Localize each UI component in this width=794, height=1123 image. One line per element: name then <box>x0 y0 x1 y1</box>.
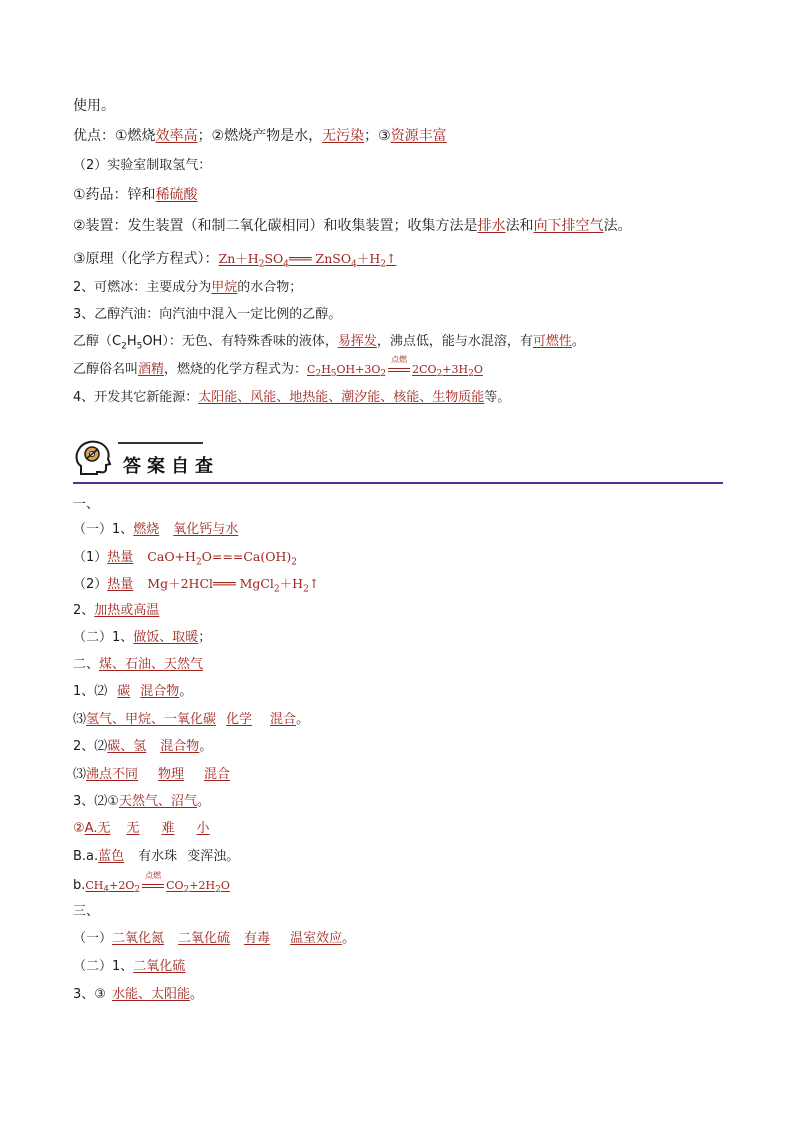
answer-text: 碳 <box>117 684 131 699</box>
answer-text: 热量 <box>107 577 134 592</box>
answer-text: 二氧化硫 <box>133 959 186 974</box>
text: 有水珠 <box>138 849 178 864</box>
text-line <box>73 871 230 896</box>
text-line <box>73 355 483 380</box>
answer-text: 太阳能、风能、地热能、潮汐能、核能、生物质能 <box>198 390 485 405</box>
text-line <box>73 521 238 539</box>
answer-text: 向下排空气 <box>533 218 604 234</box>
text-line <box>73 930 355 948</box>
text: ② <box>73 821 85 836</box>
answer-text: 混合物 <box>160 739 200 754</box>
answer-text: 天然气、沼气 <box>118 794 197 809</box>
text: ③原理（化学方程式）： <box>73 251 219 267</box>
text: ；③ <box>364 128 391 144</box>
text: b. <box>73 878 86 893</box>
answer-text: 二氧化氮 <box>112 931 165 946</box>
answer-text: 加热或高温 <box>94 603 160 618</box>
text: 使用。 <box>73 98 115 114</box>
text: 4、开发其它新能源： <box>73 390 199 405</box>
text: 的水合物； <box>237 280 303 295</box>
text: 等。 <box>484 390 511 405</box>
text: 。 <box>196 794 210 809</box>
answer-text: 易挥发 <box>337 334 377 349</box>
text-line <box>73 186 198 204</box>
text: 。 <box>189 987 203 1002</box>
text: 3、乙醇汽油：向汽油中混入一定比例的乙醇。 <box>73 307 342 322</box>
text-line <box>73 629 211 647</box>
text-line <box>73 127 447 145</box>
text-line <box>73 656 203 674</box>
answer-text: 混合 <box>204 767 231 782</box>
text: 2、可燃冰：主要成分为 <box>73 280 212 295</box>
text: 。 <box>179 684 193 699</box>
text: ，燃烧的化学方程式为： <box>164 362 308 377</box>
equation-magnesium: Mg＋2HCl═══ $MgCl_2+H_2↑$ <box>147 576 320 595</box>
text: 变浑浊。 <box>187 849 240 864</box>
header-decoration <box>118 442 203 444</box>
header-divider <box>73 482 723 484</box>
text: （二）1、 <box>73 630 134 645</box>
text: ⑶ <box>73 712 87 727</box>
text: 。 <box>199 739 213 754</box>
answer-text: 氧化钙与水 <box>173 522 239 537</box>
answer-text: 蓝色 <box>98 849 125 864</box>
text: 优点：①燃烧 <box>73 128 156 144</box>
text-line <box>73 97 115 115</box>
answer-text: 混合 <box>270 712 297 727</box>
text: （2）实验室制取氢气： <box>73 158 212 173</box>
text: 3、③ <box>73 987 106 1002</box>
text-line <box>73 306 341 324</box>
text: 2、 <box>73 603 95 618</box>
equation-zinc-acid: $Zn+H_2SO_4═══$ $ZnSO_4+H_2↑$ <box>218 251 397 270</box>
text: ①药品：锌和 <box>73 187 156 203</box>
equation-quicklime: $CaO+H_2O===Ca(OH)_2$ <box>147 549 297 568</box>
text: ②装置：发生装置（和制二氧化碳相同）和收集装置；收集方法是 <box>73 218 478 234</box>
text: 二、 <box>73 657 100 672</box>
text-line <box>73 958 185 976</box>
text-line <box>73 766 230 784</box>
text: ⑶ <box>73 767 87 782</box>
answer-text: 煤、石油、天然气 <box>99 657 204 672</box>
text-line <box>73 333 585 351</box>
text: 。 <box>296 712 310 727</box>
text: （2） <box>73 577 108 592</box>
equation-ethanol-combustion: $C_2H_5OH+3O_2$ 点燃 $2CO_2+3H_2O$ <box>307 355 483 380</box>
answer-text: 甲烷 <box>211 280 238 295</box>
text-line <box>73 793 210 811</box>
answer-text: 碳、氢 <box>107 739 147 754</box>
text: 一、 <box>73 497 100 512</box>
text: 乙醇俗名叫 <box>73 362 139 377</box>
answer-text: 排水 <box>477 218 506 234</box>
text: 。 <box>571 334 585 349</box>
answer-text: 热量 <box>107 550 134 565</box>
answer-text: 无污染 <box>322 128 365 144</box>
text: 法。 <box>603 218 632 234</box>
text-line <box>73 738 212 756</box>
text-line <box>73 848 239 866</box>
answer-text: 燃烧 <box>133 522 160 537</box>
text-line <box>73 389 510 407</box>
text: 乙醇$(C_2H_5OH)$：无色、有特殊香味的液体， <box>73 334 338 352</box>
answer-text: 做饭、取暖 <box>133 630 199 645</box>
text: 1、⑵ <box>73 684 108 699</box>
text: ； <box>198 630 212 645</box>
text: （二）1、 <box>73 959 134 974</box>
answer-text: 难 <box>161 821 175 836</box>
text-line <box>73 496 99 514</box>
answer-text: 无 <box>126 821 140 836</box>
text: 法和 <box>505 218 534 234</box>
text: ；②燃烧产物是水， <box>197 128 323 144</box>
text-line <box>73 903 99 921</box>
text: B.a. <box>73 849 99 864</box>
text-line <box>73 683 192 701</box>
answer-text: 酒精 <box>138 362 165 377</box>
text-line <box>73 820 210 838</box>
text-line <box>73 548 297 567</box>
answer-text: 稀硫酸 <box>155 187 198 203</box>
text: 3、⑵① <box>73 794 119 809</box>
text: 2、⑵ <box>73 739 108 754</box>
answer-text: 二氧化硫 <box>178 931 231 946</box>
answer-text: A.无 <box>84 821 111 836</box>
section-header <box>73 438 723 484</box>
answer-text: 水能、太阳能 <box>111 987 190 1002</box>
equation-methane-combustion: $CH_4+2O_2$ 点燃 $CO_2+2H_2O$ <box>85 871 230 896</box>
answer-text: 沸点不同 <box>86 767 139 782</box>
answer-text: 混合物 <box>140 684 180 699</box>
answer-text: 温室效应 <box>290 931 343 946</box>
answer-text: 可燃性 <box>532 334 572 349</box>
text: （一） <box>73 931 113 946</box>
text-line <box>73 575 319 594</box>
section-title: 答案自查 <box>123 456 219 477</box>
text: 。 <box>342 931 356 946</box>
text-line <box>73 279 302 297</box>
text-line <box>73 986 203 1004</box>
text-line <box>73 217 632 235</box>
answer-text: 效率高 <box>155 128 198 144</box>
text-line <box>73 250 396 268</box>
answer-text: 有毒 <box>244 931 271 946</box>
text: ，沸点低，能与水混溶，有 <box>376 334 533 349</box>
text-line <box>73 711 309 729</box>
text: 三、 <box>73 904 100 919</box>
answer-text: 小 <box>196 821 210 836</box>
answer-text: 物理 <box>158 767 185 782</box>
text: （一）1、 <box>73 522 134 537</box>
answer-text: 化学 <box>226 712 253 727</box>
text-line <box>73 157 211 175</box>
text-line <box>73 602 159 620</box>
head-gears-icon <box>73 438 113 478</box>
answer-text: 资源丰富 <box>390 128 447 144</box>
answer-text: 氢气、甲烷、一氧化碳 <box>86 712 217 727</box>
text: （1） <box>73 550 108 565</box>
